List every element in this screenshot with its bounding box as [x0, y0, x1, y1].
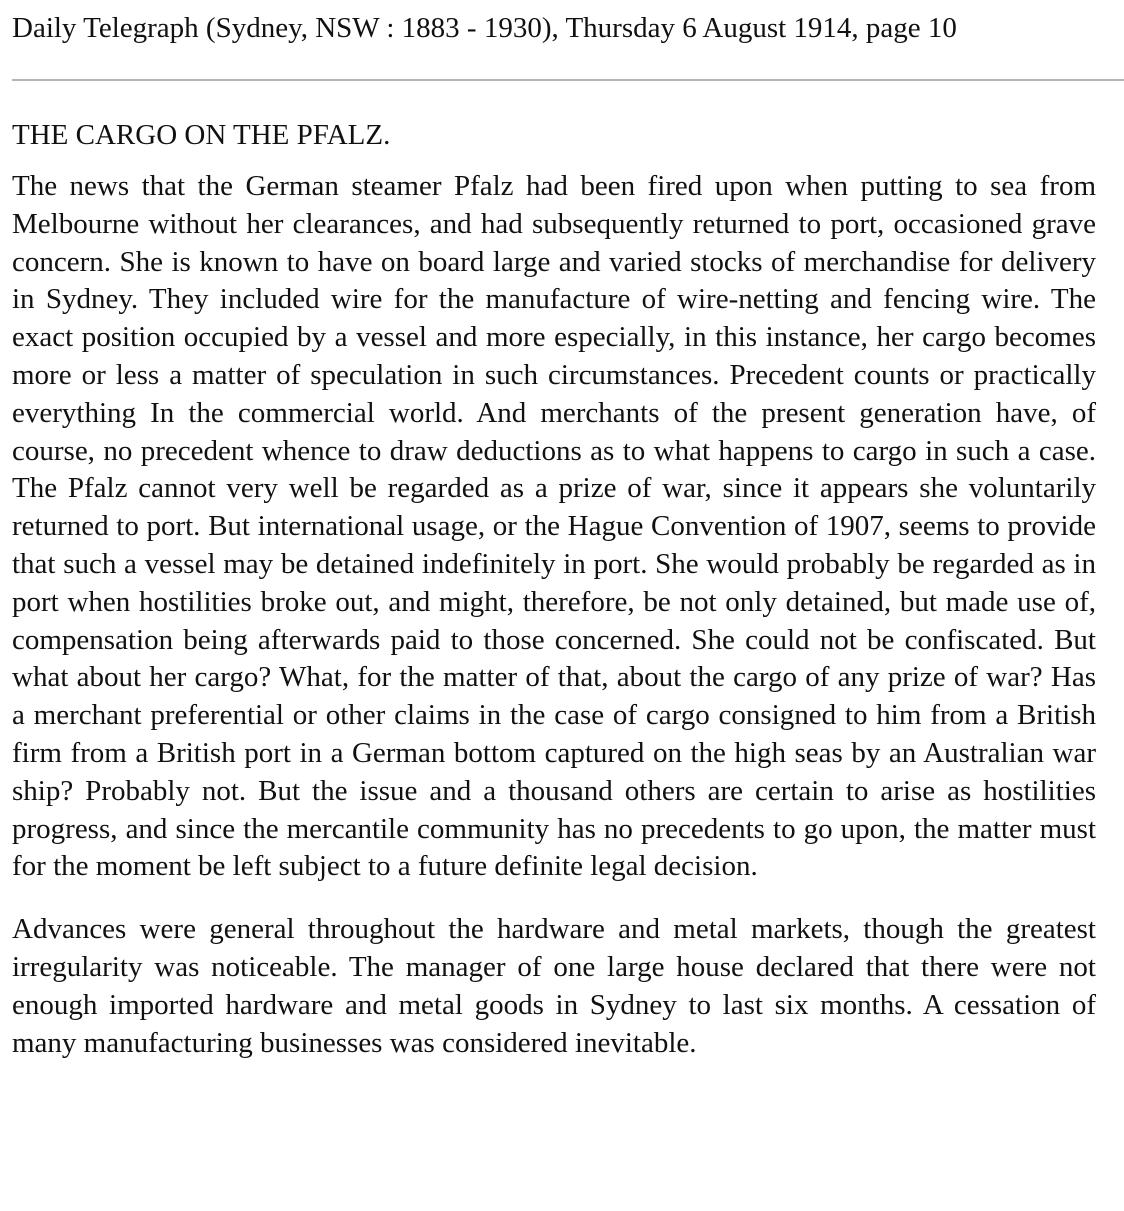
article-paragraph-1: The news that the German steamer Pfalz had been fired upon when putting to sea from Melbourne without her clearances, and had subsequently returned to port, occasioned grave concern. She is known to have on board large and varied stocks of merchandise for delivery in Sydney. They included wire for the manufacture of wire-netting and fencing wire. The exact position occupied by a vessel and more especially, in this instance, her cargo becomes more or less a matter of speculation in such circumstances. Precedent counts or practically everything In the commercial world. And merchants of the present generation have, of course, no precedent whence to draw deductions as to what happens to cargo in such a case. The Pfalz cannot very well be regarded as a prize of war, since it appears she voluntarily returned to port. But international usage, or the Hague Convention of 1907, seems to provide that such a vessel may be detained indefinitely in port. She would probably be regarded as in port when hostilities broke out, and might, therefore, be not only detained, but made use of, compensation being afterwards paid to those concerned. She could not be confiscated. But what about her cargo? What, for the matter of that, about the cargo of any prize of war? Has a merchant preferential or other claims in the case of cargo consigned to him from a British firm from a British port in a German bottom captured on the high seas by an Australian war ship? Probably not. But the issue and a thousand others are certain to arise as hostilities progress, and since the mercantile community has no precedents to go upon, the matter must for the moment be left subject to a future definite legal decision.: [12, 170, 1096, 883]
article-headline: THE CARGO ON THE PFALZ.: [12, 119, 391, 151]
header-divider: [12, 79, 1124, 81]
article-paragraph-2: Advances were general throughout the hardware and metal markets, though the greatest irregularity was noticeable. The manager of one large house declared that there were not enough imported hardware and metal goods in Sydney to last six months. A cessation of many manufacturing businesses was considered inevitable.: [12, 913, 1096, 1059]
source-citation: Daily Telegraph (Sydney, NSW : 1883 - 1930), Thursday 6 August 1914, page 10: [12, 12, 957, 44]
article-body: [12, 116, 1096, 1062]
